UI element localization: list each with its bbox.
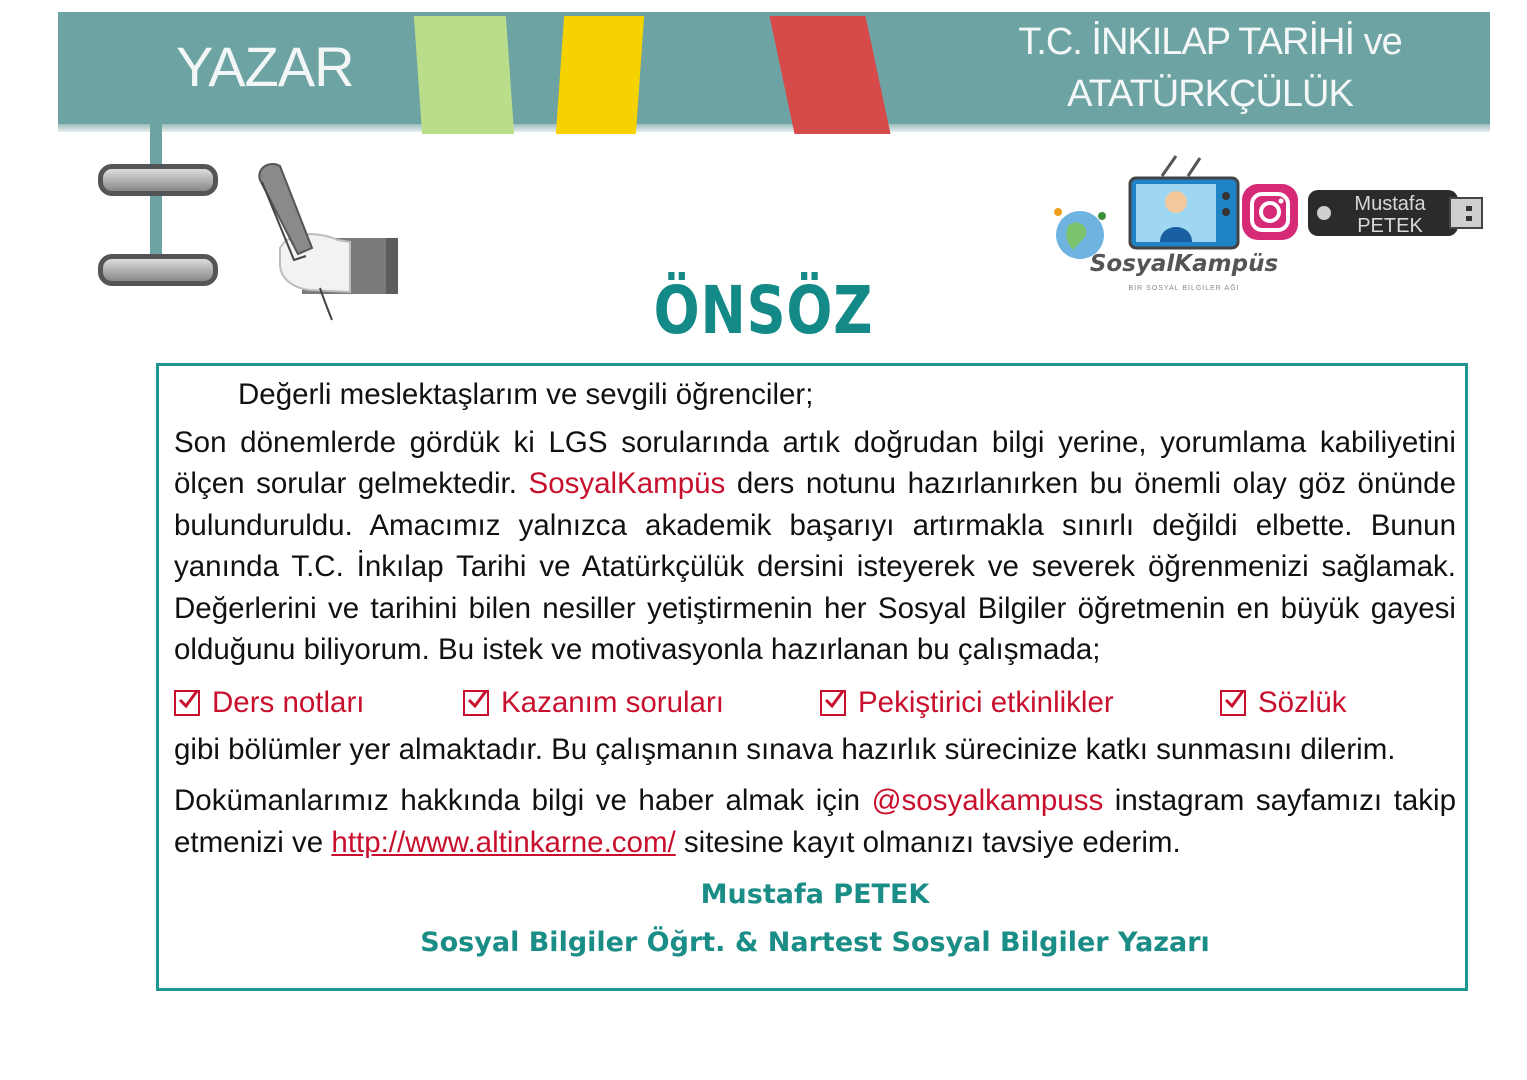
usb-label-line1: Mustafa	[1354, 193, 1426, 215]
checklist-item	[820, 682, 1220, 724]
tv-icon	[1130, 156, 1238, 248]
header-right-title-line2: ATATÜRKÇÜLÜK	[1067, 73, 1353, 115]
paragraph-contact	[174, 780, 1456, 863]
header-left-title: YAZAR	[176, 35, 354, 98]
checkbox-checked-icon	[463, 690, 489, 716]
paragraph-contact-middle: instagram sayfamızı takip etmenizi ve	[174, 784, 1457, 859]
checklist-item-label: Kazanım soruları	[501, 685, 724, 719]
decor-stripe-yellow	[556, 16, 644, 134]
paragraph-intro-end: ders notunu hazırlanırken bu önemli olay göz önünde bulunduruldu. Amacımız yalnızca akademik başarıyı artırmakla sınırlı değildi elbette. Bunun yanında T.C. İnkılap Tarihi ve Atatürkçülük dersini isteyerek ve severek öğrenmenizi sağlamak. Değerlerini ve tarihini bilen nesiller yetiştirmenin her Sosyal Bilgiler öğretmenin en büyük gayesi olduğunu biliyorum. Bu istek ve motivasyonla hazırlanan bu çalışmada;	[174, 467, 1456, 666]
decor-stripe-green	[414, 16, 514, 134]
checkbox-checked-icon	[820, 690, 846, 716]
signature-title: Sosyal Bilgiler Öğrt. & Nartest Sosyal Bilgiler Yazarı	[420, 927, 1210, 958]
paragraph-intro-start: Son dönemlerde gördük ki LGS sorularında artık doğrudan bilgi yerine, yorumlama kabiliyetini ölçen sorular gelmektedir.	[174, 425, 1456, 500]
checklist-item-label: Sözlük	[1258, 685, 1347, 719]
greeting: Değerli meslektaşlarım ve sevgili öğrenciler;	[238, 378, 814, 411]
header-right-title-line1: T.C. İNKILAP TARİHİ ve	[1018, 21, 1402, 63]
header-right-title	[1000, 16, 1420, 120]
page-title: ÖNSÖZ	[653, 272, 874, 349]
section-checklist	[174, 679, 1456, 727]
binder-ring-icon	[98, 164, 218, 196]
brand-mention: SosyalKampüs	[528, 467, 726, 500]
checklist-item	[174, 682, 463, 724]
instagram-icon	[1242, 184, 1298, 240]
checklist-item	[1220, 682, 1347, 724]
paragraph-intro	[174, 422, 1456, 671]
signature-name: Mustafa PETEK	[700, 879, 930, 910]
checkbox-checked-icon	[1220, 690, 1246, 716]
instagram-handle: @sosyalkampuss	[871, 784, 1104, 817]
paragraph-contact-start: Dokümanlarımız hakkında bilgi ve haber almak için	[174, 784, 872, 817]
checklist-item-label: Ders notları	[212, 685, 365, 719]
paragraph-sections: gibi bölümler yer almaktadır. Bu çalışmanın sınava hazırlık sürecinize katkı sunmasını dilerim.	[174, 732, 1396, 766]
brand-tagline: BİR SOSYAL BİLGİLER AĞI	[1128, 285, 1240, 292]
content-body	[174, 374, 1456, 967]
usb-label-line2: PETEK	[1357, 215, 1423, 237]
paragraph-contact-end: sitesine kayıt olmanızı tavsiye ederim.	[675, 825, 1181, 859]
checkbox-checked-icon	[174, 690, 200, 716]
usb-icon	[1308, 190, 1482, 237]
header-banner-shadow	[58, 124, 1490, 132]
website-link[interactable]: http://www.altinkarne.com/	[331, 825, 676, 859]
checklist-item-label: Pekiştirici etkinlikler	[858, 685, 1114, 719]
brand-logo-text: SosyalKampüs	[1089, 251, 1279, 277]
checklist-item	[463, 682, 820, 724]
